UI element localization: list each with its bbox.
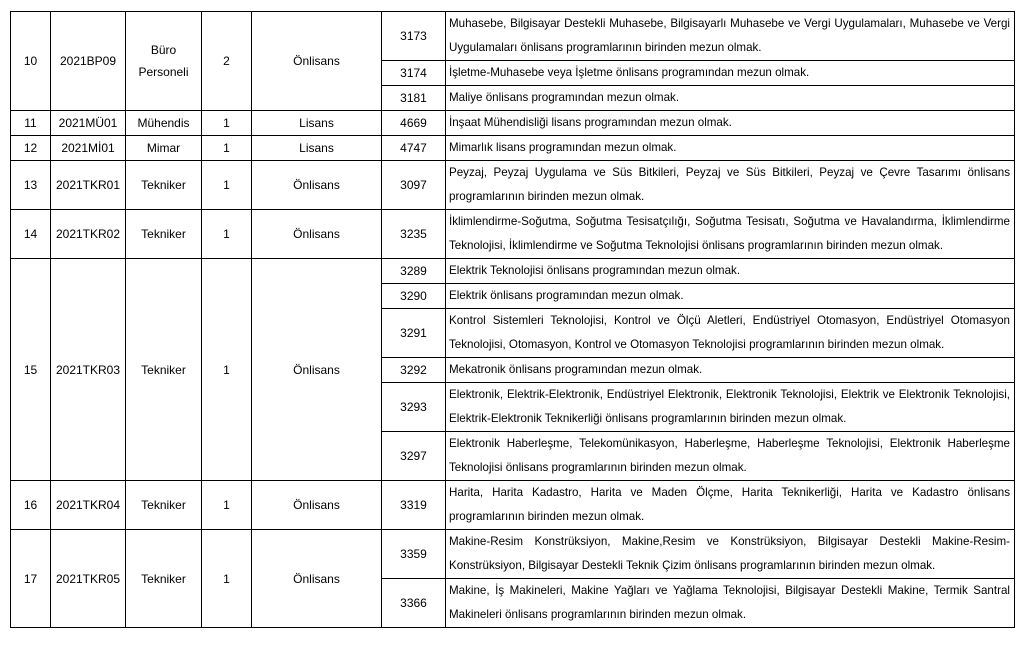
program-code: 3293: [382, 383, 446, 432]
program-code: 3319: [382, 481, 446, 530]
program-code: 3173: [382, 12, 446, 61]
position-code: 2021Mİ01: [51, 136, 126, 161]
position-code: 2021TKR01: [51, 161, 126, 210]
requirement-text: Mekatronik önlisans programından mezun olmak.: [446, 358, 1015, 383]
position-title: Tekniker: [126, 530, 202, 628]
program-code: 3359: [382, 530, 446, 579]
education-level: Önlisans: [252, 530, 382, 628]
row-number: 16: [11, 481, 51, 530]
program-code: 4747: [382, 136, 446, 161]
position-title: Mühendis: [126, 111, 202, 136]
position-code: 2021TKR03: [51, 259, 126, 481]
position-title: Tekniker: [126, 259, 202, 481]
position-title: Tekniker: [126, 161, 202, 210]
education-level: Önlisans: [252, 481, 382, 530]
position-title: Tekniker: [126, 210, 202, 259]
program-code: 3297: [382, 432, 446, 481]
program-code: 4669: [382, 111, 446, 136]
position-title: Tekniker: [126, 481, 202, 530]
position-count: 1: [202, 136, 252, 161]
requirement-text: Makine, İş Makineleri, Makine Yağları ve Yağlama Teknolojisi, Bilgisayar Destekli Makine, Termik Santral Makineleri önlisans programlarının birinden mezun olmak.: [446, 579, 1015, 628]
requirement-text: Elektronik Haberleşme, Telekomünikasyon, Haberleşme, Haberleşme Teknolojisi, Elektronik Haberleşme Teknolojisi önlisans programlarının birinden mezun olmak.: [446, 432, 1015, 481]
position-code: 2021BP09: [51, 12, 126, 111]
position-count: 1: [202, 111, 252, 136]
requirement-text: İşletme-Muhasebe veya İşletme önlisans programından mezun olmak.: [446, 61, 1015, 86]
requirement-text: İklimlendirme-Soğutma, Soğutma Tesisatçılığı, Soğutma Tesisatı, Soğutma ve Havalandırma, İklimlendirme Teknolojisi, İklimlendirme ve Soğutma Teknolojisi önlisans programlarının birinden mezun olmak.: [446, 210, 1015, 259]
requirement-text: Kontrol Sistemleri Teknolojisi, Kontrol ve Ölçü Aletleri, Endüstriyel Otomasyon, Endüstriyel Otomasyon Teknolojisi, Otomasyon, Kontrol ve Otomasyon Teknolojisi programlarının birinden mezun olmak.: [446, 309, 1015, 358]
education-level: Önlisans: [252, 161, 382, 210]
education-level: Önlisans: [252, 210, 382, 259]
requirement-text: Maliye önlisans programından mezun olmak.: [446, 86, 1015, 111]
program-code: 3097: [382, 161, 446, 210]
requirement-text: Elektronik, Elektrik-Elektronik, Endüstriyel Elektronik, Elektronik Teknolojisi, Elektrik ve Elektronik Teknolojisi, Elektrik-Elektronik Teknikerliği önlisans programlarının birinden mezun olmak.: [446, 383, 1015, 432]
position-code: 2021TKR04: [51, 481, 126, 530]
position-code: 2021TKR02: [51, 210, 126, 259]
requirement-text: Elektrik Teknolojisi önlisans programından mezun olmak.: [446, 259, 1015, 284]
position-count: 1: [202, 259, 252, 481]
position-title: Mimar: [126, 136, 202, 161]
position-code: 2021MÜ01: [51, 111, 126, 136]
position-title: Büro Personeli: [126, 12, 202, 111]
requirement-text: Peyzaj, Peyzaj Uygulama ve Süs Bitkileri, Peyzaj ve Süs Bitkileri, Peyzaj ve Çevre Tasarımı önlisans programlarının birinden mezun olmak.: [446, 161, 1015, 210]
position-count: 1: [202, 481, 252, 530]
requirement-text: Muhasebe, Bilgisayar Destekli Muhasebe, Bilgisayarlı Muhasebe ve Vergi Uygulamaları, Muhasebe ve Vergi Uygulamaları önlisans programlarının birinden mezun olmak.: [446, 12, 1015, 61]
row-number: 15: [11, 259, 51, 481]
row-number: 10: [11, 12, 51, 111]
position-count: 1: [202, 161, 252, 210]
row-number: 12: [11, 136, 51, 161]
program-code: 3366: [382, 579, 446, 628]
row-number: 14: [11, 210, 51, 259]
education-level: Önlisans: [252, 259, 382, 481]
program-code: 3174: [382, 61, 446, 86]
position-count: 1: [202, 210, 252, 259]
row-number: 13: [11, 161, 51, 210]
requirement-text: Makine-Resim Konstrüksiyon, Makine,Resim ve Konstrüksiyon, Bilgisayar Destekli Makine-Resim-Konstrüksiyon, Bilgisayar Destekli Teknik Çizim önlisans programlarının birinden mezun olmak.: [446, 530, 1015, 579]
program-code: 3181: [382, 86, 446, 111]
education-level: Lisans: [252, 111, 382, 136]
program-code: 3290: [382, 284, 446, 309]
program-code: 3291: [382, 309, 446, 358]
education-level: Önlisans: [252, 12, 382, 111]
requirement-text: Harita, Harita Kadastro, Harita ve Maden Ölçme, Harita Teknikerliği, Harita ve Kadastro önlisans programlarının birinden mezun olmak.: [446, 481, 1015, 530]
position-count: 1: [202, 530, 252, 628]
program-code: 3289: [382, 259, 446, 284]
row-number: 11: [11, 111, 51, 136]
requirement-text: Mimarlık lisans programından mezun olmak.: [446, 136, 1015, 161]
education-level: Lisans: [252, 136, 382, 161]
position-requirements-table: [10, 11, 1015, 628]
requirement-text: İnşaat Mühendisliği lisans programından mezun olmak.: [446, 111, 1015, 136]
requirement-text: Elektrik önlisans programından mezun olmak.: [446, 284, 1015, 309]
program-code: 3235: [382, 210, 446, 259]
row-number: 17: [11, 530, 51, 628]
position-code: 2021TKR05: [51, 530, 126, 628]
position-count: 2: [202, 12, 252, 111]
program-code: 3292: [382, 358, 446, 383]
